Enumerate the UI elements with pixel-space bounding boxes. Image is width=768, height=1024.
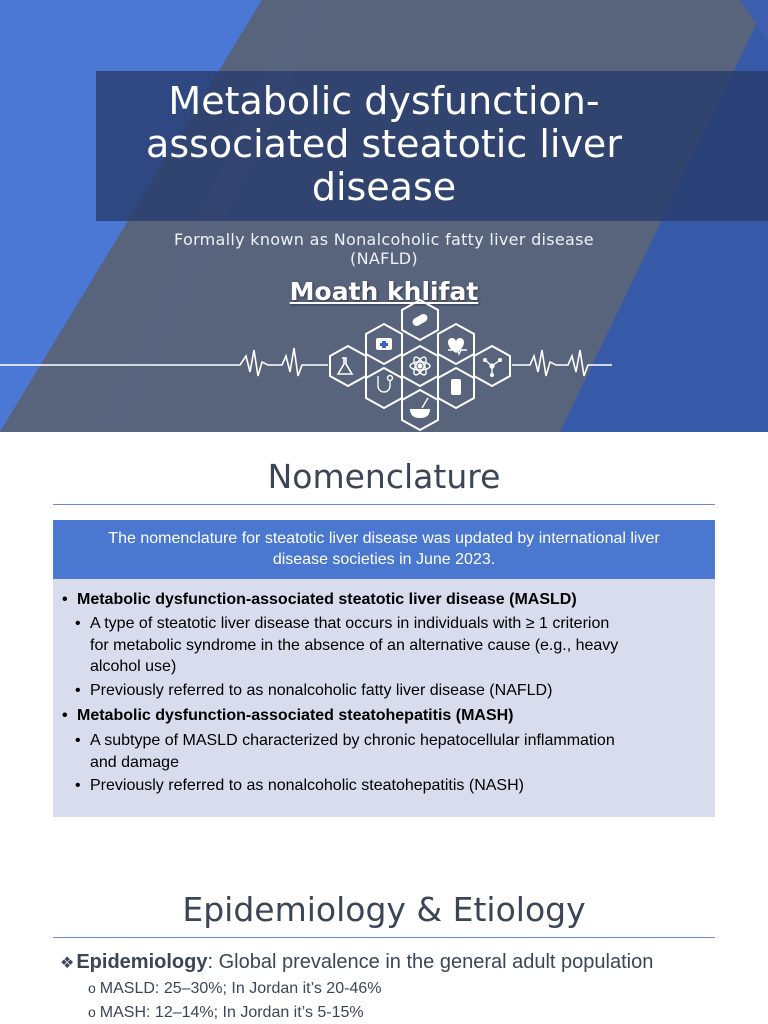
title-line: Metabolic dysfunction- <box>168 79 600 123</box>
sub-bullet: • Previously referred to as nonalcoholic fatty liver disease (NAFLD) <box>75 682 553 699</box>
diamond-bullet-icon: ❖ <box>60 955 75 972</box>
sub-item: o MASH: 12–14%; In Jordan it’s 5-15% <box>88 1004 364 1021</box>
sub-bullet: • A type of steatotic liver disease that occurs in individuals with ≥ 1 criterion for metabolic syndrome in the absence of an alternative cause (e.g., heavy alcohol use) <box>75 615 619 675</box>
bullet-dot: • <box>62 591 68 608</box>
callout-line: disease societies in June 2023. <box>272 551 496 568</box>
title-divider <box>53 504 715 505</box>
stethoscope-icon <box>366 368 402 408</box>
epidemiology-bullet: ❖ Epidemiology: Global prevalence in the general adult population <box>60 951 654 973</box>
title-line: associated steatotic liver <box>146 122 622 166</box>
sub-item: o MASLD: 25–30%; In Jordan it’s 20-46% <box>88 980 382 997</box>
subtitle <box>128 230 640 268</box>
sub-bullet: • Previously referred to as nonalcoholic steatohepatitis (NASH) <box>75 777 524 794</box>
callout-line: The nomenclature for steatotic liver disease was updated by international liver <box>108 530 660 547</box>
epidemiology-title: Epidemiology & Etiology <box>182 890 586 929</box>
sub-bullet: • A subtype of MASLD characterized by chronic hepatocellular inflammation and damage <box>75 732 615 771</box>
heartbeat-line <box>0 348 328 376</box>
circle-bullet-icon: o <box>88 980 96 996</box>
subtitle-line: (NAFLD) <box>350 249 418 268</box>
subtitle-line: Formally known as Nonalcoholic fatty liver disease <box>174 230 594 249</box>
title-divider <box>53 937 715 938</box>
medical-hexagon-graphic <box>0 296 768 432</box>
heartbeat-line-right <box>512 350 612 376</box>
author-name: Moath khlifat <box>289 277 479 306</box>
bullet-masld: • Metabolic dysfunction-associated steatotic liver disease (MASLD) <box>77 589 697 611</box>
title-line: disease <box>311 165 457 209</box>
bullet-dot: • <box>62 707 68 724</box>
slide-title <box>96 80 672 209</box>
nomenclature-title: Nomenclature <box>267 457 501 496</box>
circle-bullet-icon: o <box>88 1004 96 1020</box>
bullet-mash: • Metabolic dysfunction-associated steatohepatitis (MASH) <box>77 705 697 727</box>
callout-box <box>53 520 715 579</box>
title-slide <box>0 0 768 432</box>
